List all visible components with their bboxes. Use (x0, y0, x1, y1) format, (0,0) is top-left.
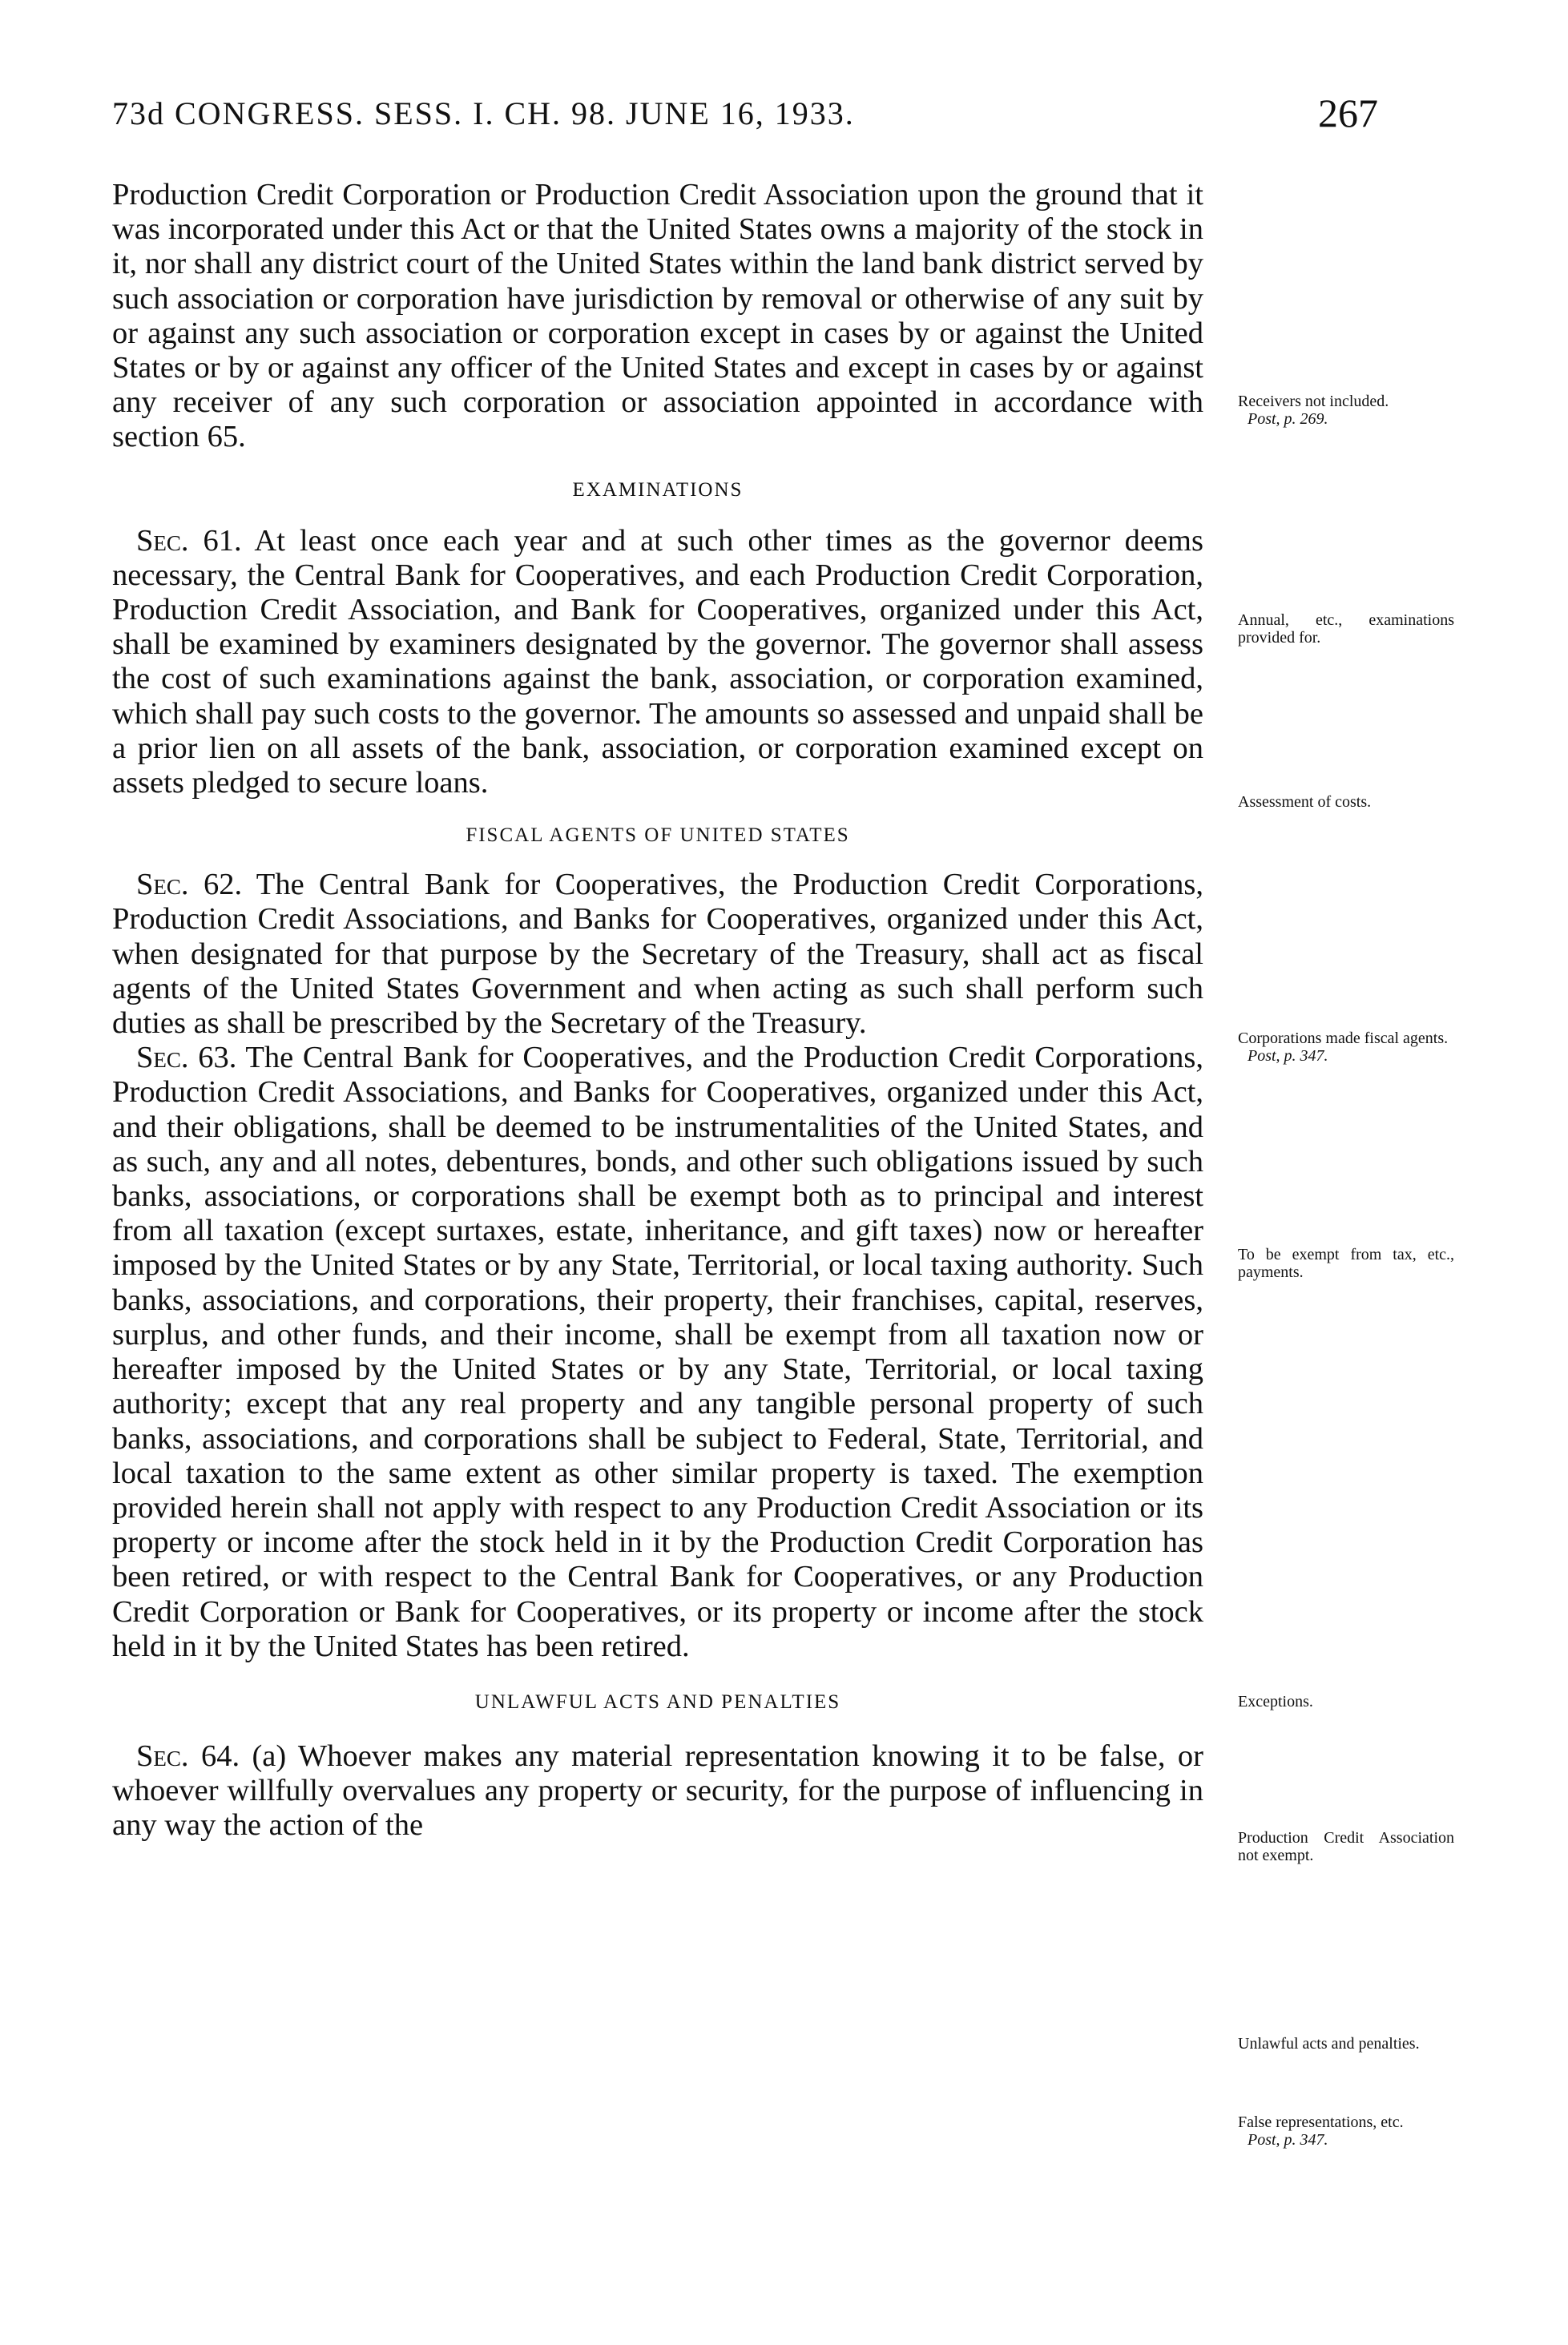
margin-note-exempt (1238, 1246, 1454, 1281)
page-number: 267 (1318, 91, 1378, 135)
margin-note-corporations-ref: Post, p. 347. (1248, 1047, 1328, 1065)
margin-note-corporations (1238, 1029, 1454, 1065)
margin-note-assessment-text: Assessment of costs. (1238, 793, 1372, 811)
section-61-label: Sec. 61. (136, 523, 242, 558)
margin-note-annual-text: Annual, etc., examinations provided for. (1238, 611, 1454, 647)
margin-note-exceptions-text: Exceptions. (1238, 1693, 1313, 1710)
margin-note-assessment (1238, 793, 1454, 811)
margin-note-exceptions (1238, 1693, 1454, 1710)
section-62-text: The Central Bank for Cooperatives, the Production Credit Corporations, Production Credit Associations, and Banks for Cooperatives, organized under this Act, when designated for that purpose by the Secretary of the Treasury, shall act as fiscal agents of the United States Government and when acting as such shall perform such duties as shall be prescribed by the Secretary of the Treasury. (112, 868, 1203, 1041)
margin-note-pca-text: Production Credit Association not exempt. (1238, 1829, 1454, 1864)
margin-note-unlawful (1238, 2035, 1454, 2053)
margin-note-receivers-ref: Post, p. 269. (1248, 410, 1328, 428)
section-64-label: Sec. 64. (136, 1739, 240, 1773)
section-62-label: Sec. 62. (136, 868, 243, 902)
margin-note-annual (1238, 611, 1454, 647)
heading-examinations: EXAMINATIONS (572, 478, 744, 501)
margin-note-unlawful-text: Unlawful acts and penalties. (1238, 2035, 1420, 2053)
heading-fiscal-agents: FISCAL AGENTS OF UNITED STATES (466, 824, 850, 847)
running-header (112, 91, 1474, 151)
section-62 (112, 868, 1203, 1041)
margin-note-false (1238, 2113, 1454, 2149)
section-63-text: The Central Bank for Cooperatives, and the Production Credit Corporations, Production Credit Associations, and Banks for Cooperatives, organized under this Act, and their obligations, shall be deemed to be instrumentalities of the United States, and as such, any and all notes, debentures, bonds, and other such obligations issued by such banks, associations, or corporations shall be exempt both as to principal and interest from all taxation (except surtaxes, estate, inheritance, and gift taxes) now or hereafter imposed by the United States or by any State, Territorial, or local taxing authority. Such banks, associations, and corporations, their property, their franchises, capital, reserves, surplus, and other funds, and their income, shall be exempt from all taxation now or hereafter imposed by the United States or by any State, Territorial, or local taxing authority; except that any real property and any tangible personal property of such banks, associations, and corporations shall be subject to Federal, State, Territorial, and local taxation to the same extent as other similar property is taxed. The exemption provided herein shall not apply with respect to any Production Credit Association or its property or income after the stock held in it by the Production Credit Corporation has been retired, or with respect to the Central Bank for Cooperatives, or any Production Credit Corporation or Bank for Cooperatives, or its property or income after the stock held in it by the United States has been retired. (112, 1041, 1203, 1663)
section-63-label: Sec. 63. (136, 1041, 237, 1075)
continuation-paragraph: Production Credit Corporation or Production Credit Association upon the ground that it was incorporated under this Act or that the United States owns a majority of the stock in it, nor shall any district court of the United States within the land bank district served by such association or corporation have jurisdiction by removal or otherwise of any suit by or against any such association or corporation except in cases by or against the United States or by or against any officer of the United States and except in cases by or against any receiver of any such corporation or association appointed in accordance with section 65. (112, 178, 1203, 454)
margin-note-pca (1238, 1829, 1454, 1864)
section-63 (112, 1041, 1203, 1664)
main-text (112, 178, 1203, 1843)
margin-note-exempt-text: To be exempt from tax, etc., payments. (1238, 1246, 1454, 1281)
margin-note-false-text: False representations, etc. (1238, 2113, 1404, 2131)
margin-note-receivers (1238, 393, 1454, 428)
margin-note-false-ref: Post, p. 347. (1248, 2131, 1328, 2149)
section-61-text: At least once each year and at such other times as the governor deems necessary, the Central Bank for Cooperatives, and each Production Credit Corporation, Production Credit Association, and Bank for Cooperatives, organized under this Act, shall be examined by examiners designated by the governor. The governor shall assess the cost of such examinations against the bank, association, or corporation examined, which shall pay such costs to the governor. The amounts so assessed and unpaid shall be a prior lien on all assets of the bank, association, or corporation examined except on assets pledged to secure loans. (112, 523, 1203, 800)
running-head: 73d CONGRESS. SESS. I. CH. 98. JUNE 16, 1933. (112, 95, 855, 131)
heading-unlawful-acts: UNLAWFUL ACTS AND PENALTIES (474, 1690, 841, 1713)
section-61 (112, 524, 1203, 801)
section-64 (112, 1739, 1203, 1843)
margin-note-receivers-text: Receivers not included. (1238, 393, 1389, 410)
margin-note-corporations-text: Corporations made fiscal agents. (1238, 1029, 1449, 1047)
section-64-text: (a) Whoever makes any material representation knowing it to be false, or whoever willfully overvalues any property or security, for the purpose of influencing in any way the action of the (112, 1739, 1203, 1843)
